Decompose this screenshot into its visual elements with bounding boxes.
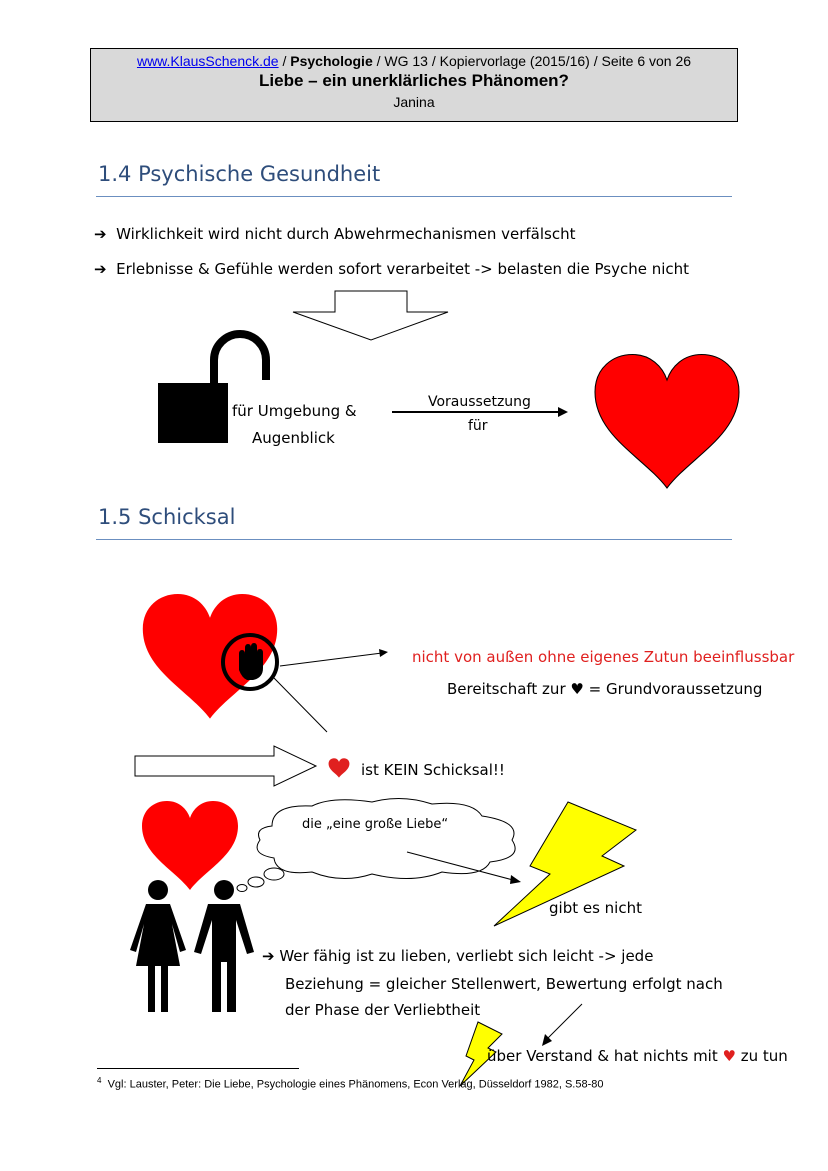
down-arrow-icon xyxy=(290,290,450,342)
last-line xyxy=(487,1047,788,1065)
bullet-text: Wirklichkeit wird nicht durch Abwehrmechanismen verfälscht xyxy=(116,225,576,243)
readiness-prefix: Bereitschaft zur xyxy=(447,680,566,698)
no-such-text: gibt es nicht xyxy=(549,899,642,917)
couple-icon xyxy=(128,880,260,1020)
right-block-arrow-icon xyxy=(134,745,320,787)
subject-label: Psychologie xyxy=(290,53,373,69)
paragraph-line-2: Beziehung = gleicher Stellenwert, Bewertung erfolgt nach xyxy=(285,975,723,993)
footnote-text: Vgl: Lauster, Peter: Die Liebe, Psychologie eines Phänomens, Econ Verlag, Düsseldorf 1982, S.58-80 xyxy=(107,1078,604,1091)
author-name: Janina xyxy=(393,94,435,110)
heart-icon xyxy=(592,352,742,492)
readiness-line xyxy=(447,680,762,698)
last-prefix: über Verstand & hat nichts mit xyxy=(487,1047,718,1065)
bullet-1 xyxy=(94,225,575,243)
paragraph-line-3: der Phase der Verliebtheit xyxy=(285,1001,481,1019)
not-influenceable-text: nicht von außen ohne eigenes Zutun beeinflussbar xyxy=(412,648,795,666)
heart-icon xyxy=(140,800,240,892)
footnote-rule xyxy=(97,1068,299,1069)
not-fate-text: ist KEIN Schicksal!! xyxy=(361,761,505,779)
website-link[interactable]: www.KlausSchenck.de xyxy=(136,53,279,69)
heart-icon xyxy=(328,758,350,778)
heading-rule xyxy=(96,196,732,197)
document-header xyxy=(90,48,738,122)
header-line xyxy=(91,53,737,69)
arrow-label-top: Voraussetzung xyxy=(428,394,531,410)
arrow-bullet-icon: ➔ xyxy=(94,260,107,278)
lock-label-line1: für Umgebung & xyxy=(232,402,357,420)
last-suffix: zu tun xyxy=(740,1047,788,1065)
heading-rule xyxy=(96,539,732,540)
bullet-text: Erlebnisse & Gefühle werden sofort verarbeitet -> belasten die Psyche nicht xyxy=(116,260,690,278)
bullet-2 xyxy=(94,260,689,278)
paragraph-line-1 xyxy=(262,947,653,965)
lock-label-line2: Augenblick xyxy=(252,429,335,447)
section-heading-1-4: 1.4 Psychische Gesundheit xyxy=(98,162,381,186)
paragraph-text: Wer fähig ist zu lieben, verliebt sich leicht -> jede xyxy=(279,947,654,965)
footnote xyxy=(97,1076,604,1091)
cloud-text: die „eine große Liebe“ xyxy=(302,817,449,832)
separator: / xyxy=(278,53,291,69)
heart-icon: ♥ xyxy=(722,1047,736,1065)
pointer-lines xyxy=(262,640,392,740)
section-heading-1-5: 1.5 Schicksal xyxy=(98,505,236,529)
down-left-arrow-icon xyxy=(538,1002,588,1048)
document-title: Liebe – ein unerklärliches Phänomen? xyxy=(259,71,569,90)
arrow-label-bottom: für xyxy=(468,418,488,434)
header-details: / WG 13 / Kopiervorlage (2015/16) / Seite 6 von 26 xyxy=(372,53,692,69)
readiness-suffix: = Grundvoraussetzung xyxy=(588,680,763,698)
arrow-bullet-icon: ➔ xyxy=(262,947,275,965)
small-heart-icon: ♥ xyxy=(570,680,584,698)
footnote-number: 4 xyxy=(97,1076,102,1085)
arrow-bullet-icon: ➔ xyxy=(94,225,107,243)
